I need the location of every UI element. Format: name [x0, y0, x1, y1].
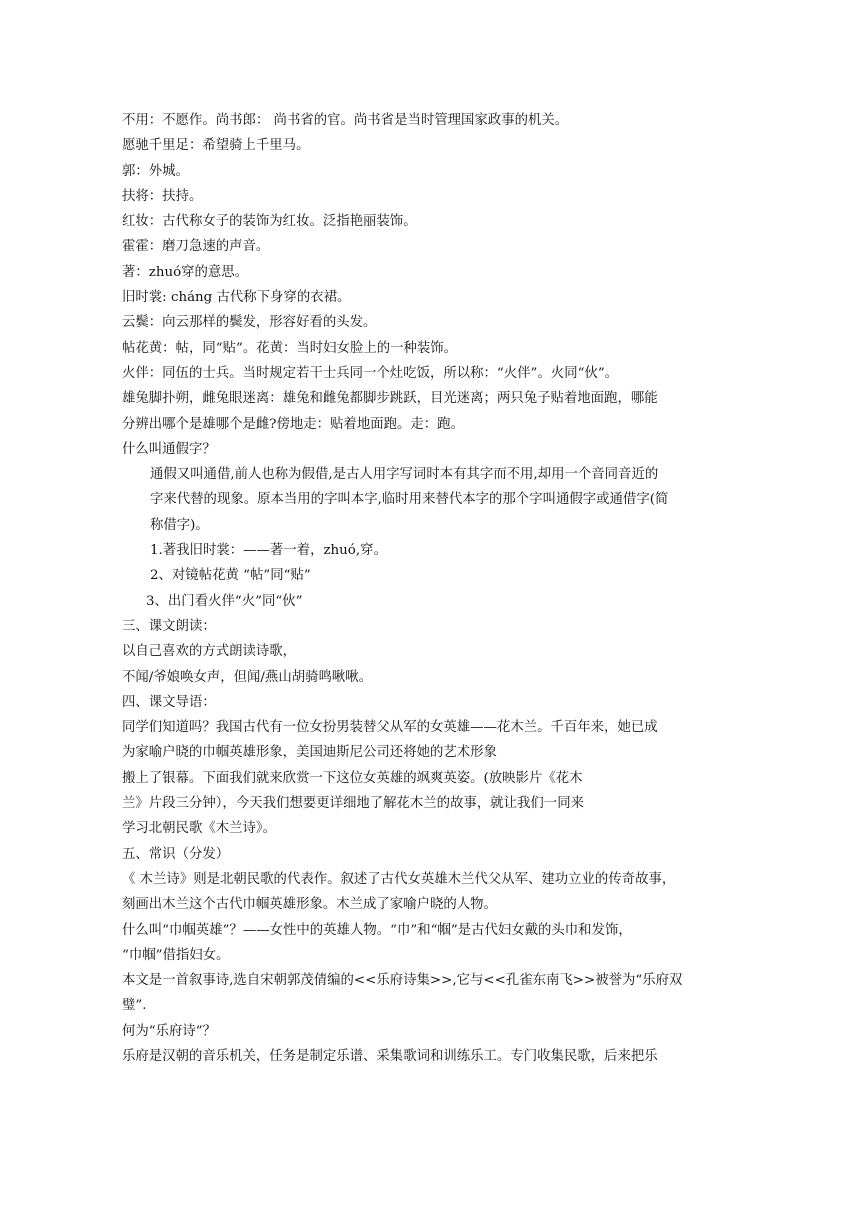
section-heading: 五、常识（分发）: [122, 846, 230, 862]
text-line: 《 木兰诗》则是北朝民歌的代表作。叙述了古代女英雄木兰代父从军、建功立业的传奇故事，: [122, 871, 676, 887]
text-line: 霍霍：磨刀急速的声音。: [122, 239, 270, 255]
text-line: 不用：不愿作。尚书郎： 尚书省的官。尚书省是当时管理国家政事的机关。: [122, 113, 569, 128]
text-line: 雄兔脚扑朔，雌兔眼迷离：雄兔和雌兔都脚步跳跃，目光迷离；两只兔子贴着地面跑，哪能: [122, 391, 658, 407]
text-line: 本文是一首叙事诗,选自宋朝郭茂倩编的<<乐府诗集>>,它与<<孔雀东南飞>>被誉为“乐府双: [122, 973, 683, 989]
text-line: 璧”.: [122, 998, 147, 1014]
document-body: [122, 108, 740, 1069]
text-line: 郭：外城。: [122, 163, 189, 179]
text-line: 著：zhuó穿的意思。: [122, 264, 249, 280]
list-item: 2、对镜帖花黄 “帖”同“贴”: [150, 568, 311, 584]
text-line: 同学们知道吗？我国古代有一位女扮男装替父从军的女英雄——花木兰。千百年来，她已成: [122, 720, 658, 736]
text-line: 通假又叫通借,前人也称为假借,是古人用字写词时本有其字而不用,却用一个音同音近的: [150, 467, 659, 483]
text-line: 帖花黄：帖，同“贴”。花黄：当时妇女脸上的一种装饰。: [122, 340, 458, 356]
section-heading: 三、课文朗读：: [122, 618, 216, 634]
text-line: 红妆：古代称女子的装饰为红妆。泛指艳丽装饰。: [122, 214, 417, 230]
list-item: 3、出门看火伴“火”同“伙”: [146, 593, 303, 609]
text-line: 称借字)。: [150, 517, 209, 533]
text-line: 乐府是汉朝的音乐机关，任务是制定乐谱、采集歌词和训练乐工。专门收集民歌，后来把乐: [122, 1048, 658, 1064]
text-line: 火伴：同伍的士兵。当时规定若干士兵同一个灶吃饭，所以称：“火伴”。火同“伙”。: [122, 365, 619, 381]
section-question: 何为“乐府诗”？: [122, 1023, 217, 1039]
text-line: 扶将：扶持。: [122, 188, 203, 204]
text-line: 为家喻户晓的巾帼英雄形象，美国迪斯尼公司还将她的艺术形象: [122, 745, 497, 761]
text-line: 字来代替的现象。原本当用的字叫本字,临时用来替代本字的那个字叫通假字或通借字(简: [150, 492, 669, 508]
text-line: 愿驰千里足：希望骑上千里马。: [122, 138, 310, 154]
text-line: 分辨出哪个是雄哪个是雌?傍地走：贴着地面跑。走：跑。: [122, 416, 464, 432]
text-line: 旧时裳: cháng 古代称下身穿的衣裙。: [122, 290, 351, 306]
text-line: “巾帼”借指妇女。: [122, 947, 230, 963]
section-heading: 四、课文导语：: [122, 694, 216, 710]
text-line: 搬上了银幕。下面我们就来欣赏一下这位女英雄的飒爽英姿。(放映影片《花木: [122, 770, 583, 786]
text-line: 学习北朝民歌《木兰诗》。: [122, 821, 276, 837]
section-question: 什么叫通假字？: [122, 441, 216, 457]
text-line: 刻画出木兰这个古代巾帼英雄形象。木兰成了家喻户晓的人物。: [122, 897, 497, 913]
text-line: 什么叫“巾帼英雄”？——女性中的英雄人物。“巾”和“帼”是古代妇女戴的头巾和发饰，: [122, 922, 632, 938]
text-line: 兰》片段三分钟），今天我们想要更详细地了解花木兰的故事，就让我们一同来: [122, 796, 584, 812]
text-line: 以自己喜欢的方式朗读诗歌，: [122, 644, 297, 660]
text-line: 云鬓：向云那样的鬓发，形容好看的头发。: [122, 315, 377, 331]
list-item: 1.著我旧时裳：——著一着，zhuó,穿。: [150, 543, 387, 559]
text-line: 不闻/爷娘唤女声，但闻/燕山胡骑鸣啾啾。: [122, 669, 373, 685]
